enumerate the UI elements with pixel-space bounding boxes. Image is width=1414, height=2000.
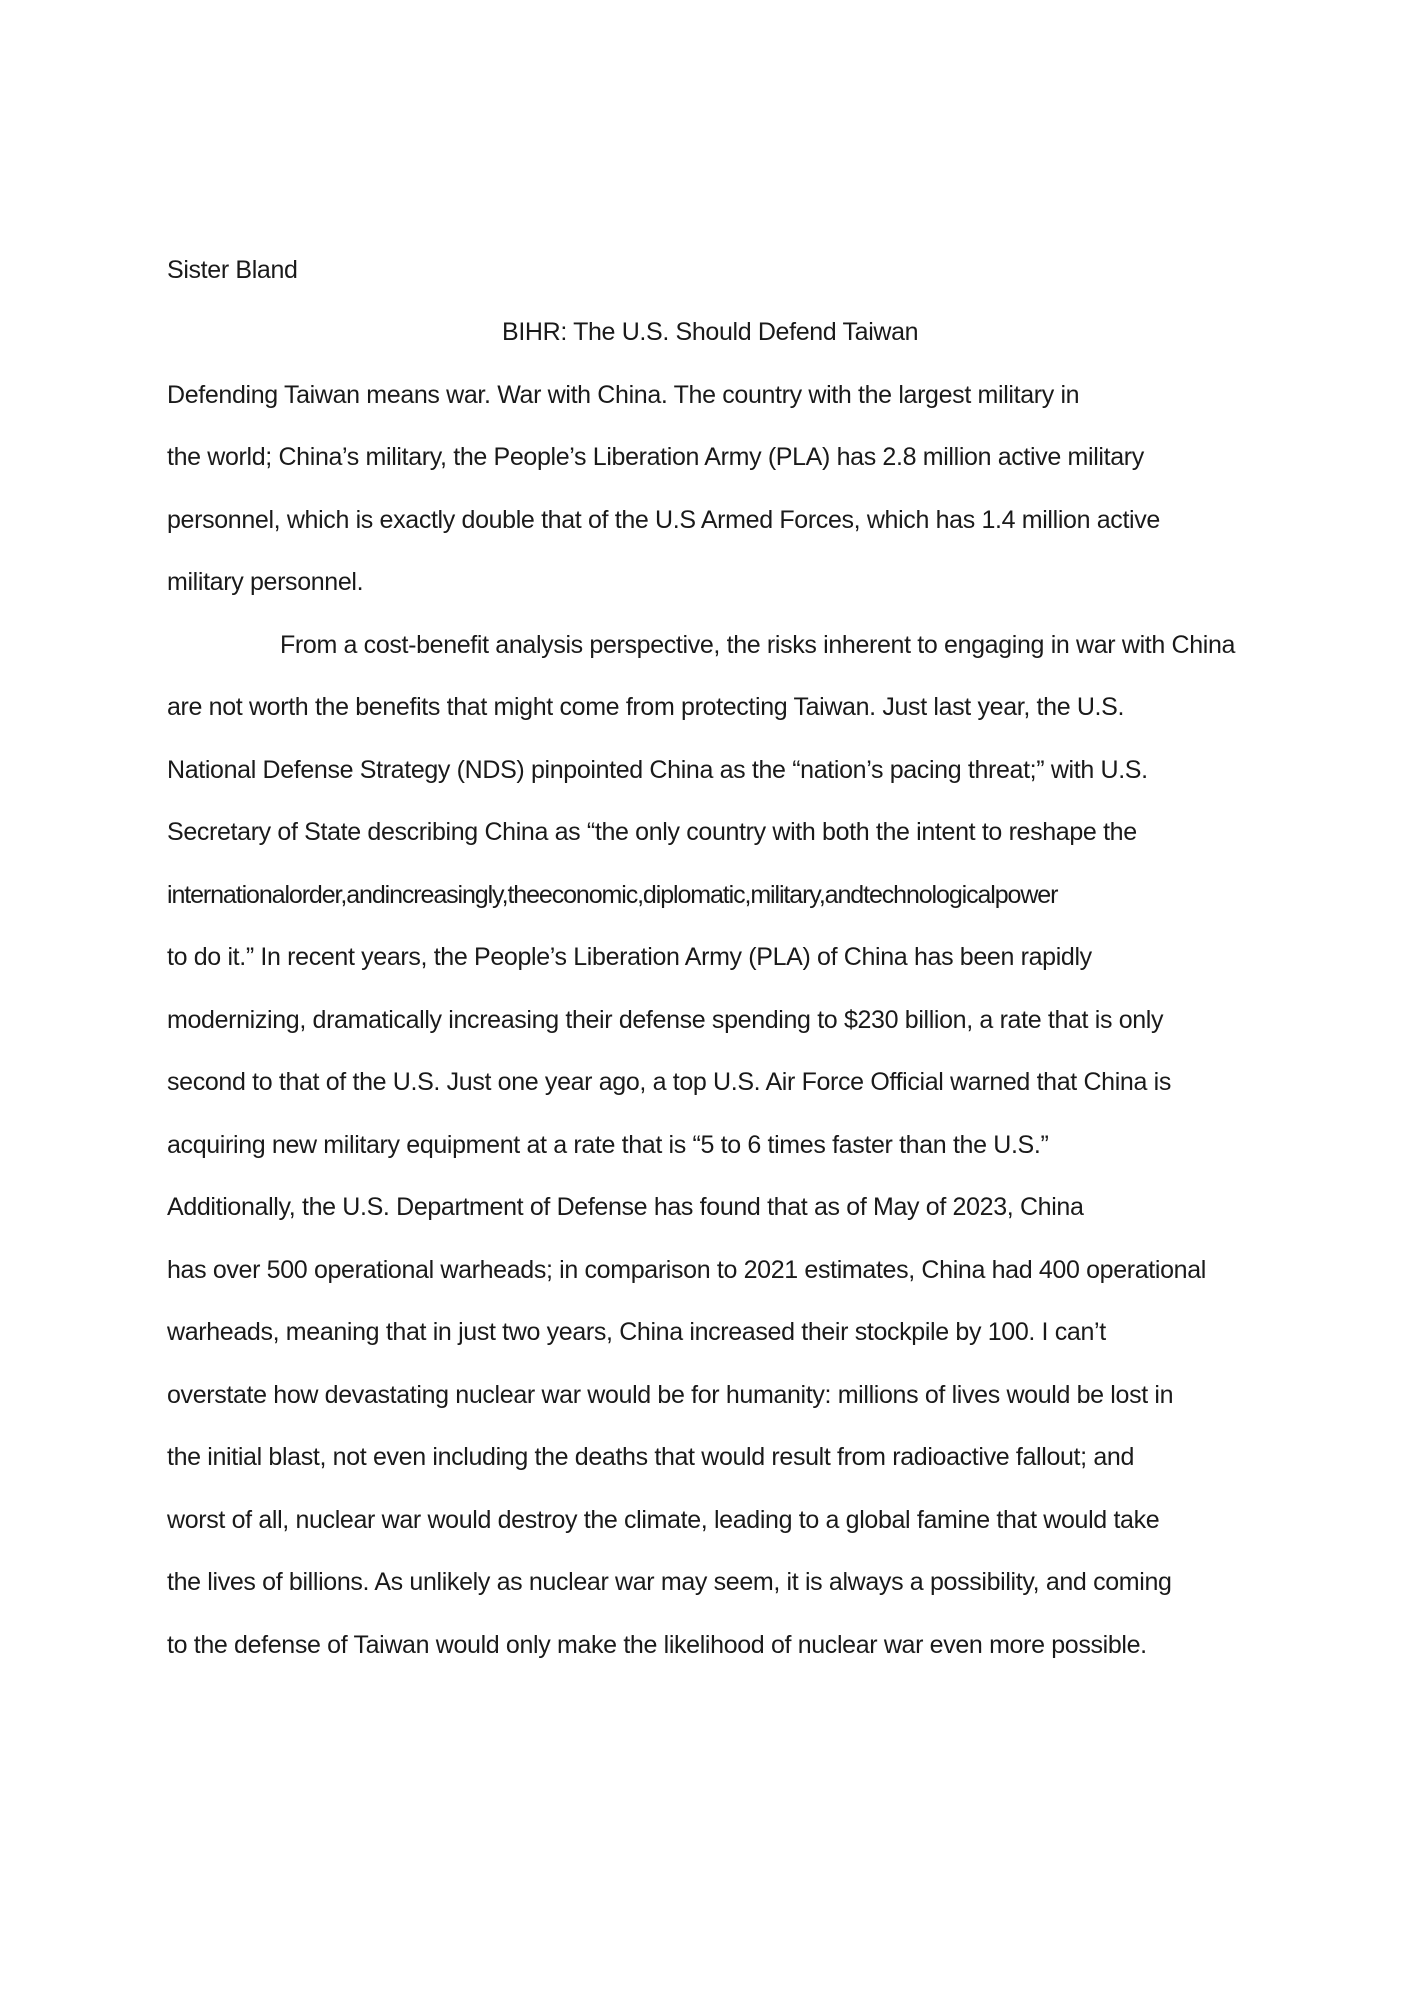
paragraph-line: the initial blast, not even including the deaths that would result from radioactive fallout; and bbox=[167, 1443, 1134, 1471]
document-title: BIHR: The U.S. Should Defend Taiwan bbox=[502, 318, 919, 346]
paragraph-line: to the defense of Taiwan would only make the likelihood of nuclear war even more possible. bbox=[167, 1631, 1147, 1659]
paragraph-line: second to that of the U.S. Just one year ago, a top U.S. Air Force Official warned that China is bbox=[167, 1068, 1171, 1096]
paragraph-line: the lives of billions. As unlikely as nuclear war may seem, it is always a possibility, and coming bbox=[167, 1568, 1172, 1596]
paragraph-line: Defending Taiwan means war. War with China. The country with the largest military in bbox=[167, 381, 1080, 409]
paragraph-line: National Defense Strategy (NDS) pinpointed China as the “nation’s pacing threat;” with U.S. bbox=[167, 756, 1148, 784]
paragraph-line: the world; China’s military, the People’s Liberation Army (PLA) has 2.8 million active military bbox=[167, 443, 1144, 471]
author-name: Sister Bland bbox=[167, 256, 298, 284]
paragraph-line: personnel, which is exactly double that of the U.S Armed Forces, which has 1.4 million active bbox=[167, 506, 1160, 534]
paragraph-line: modernizing, dramatically increasing their defense spending to $230 billion, a rate that is only bbox=[167, 1006, 1164, 1034]
paragraph-line: military personnel. bbox=[167, 568, 364, 596]
paragraph-line: are not worth the benefits that might come from protecting Taiwan. Just last year, the U.S. bbox=[167, 693, 1125, 721]
paragraph-line: From a cost-benefit analysis perspective, the risks inherent to engaging in war with China bbox=[280, 631, 1236, 659]
paragraph-line: internationalorder,andincreasingly,theeconomic,diplomatic,military,andtechnologicalpower bbox=[167, 881, 1058, 909]
paragraph-line: acquiring new military equipment at a rate that is “5 to 6 times faster than the U.S.” bbox=[167, 1131, 1049, 1159]
paragraph-line: overstate how devastating nuclear war would be for humanity: millions of lives would be lost in bbox=[167, 1381, 1174, 1409]
paragraph-line: Additionally, the U.S. Department of Defense has found that as of May of 2023, China bbox=[167, 1193, 1084, 1221]
paragraph-line: worst of all, nuclear war would destroy the climate, leading to a global famine that would take bbox=[167, 1506, 1160, 1534]
paragraph-line: has over 500 operational warheads; in comparison to 2021 estimates, China had 400 operational bbox=[167, 1256, 1206, 1284]
paragraph-line: Secretary of State describing China as “the only country with both the intent to reshape the bbox=[167, 818, 1137, 846]
paragraph-line: warheads, meaning that in just two years, China increased their stockpile by 100. I can’t bbox=[167, 1318, 1106, 1346]
paragraph-line: to do it.” In recent years, the People’s Liberation Army (PLA) of China has been rapidly bbox=[167, 943, 1092, 971]
